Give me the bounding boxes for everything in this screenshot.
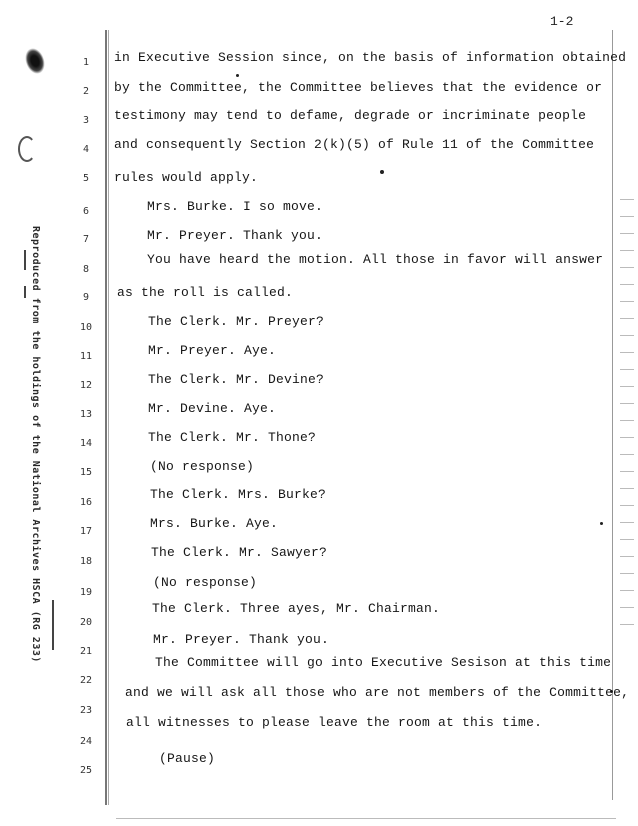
- archive-stamp: Reproduced from the holdings of the National Archives HSCA (RG 233): [30, 226, 41, 663]
- transcript-line: The Clerk. Mrs. Burke?: [150, 487, 327, 502]
- line-number: 3: [82, 115, 90, 126]
- scan-edge-noise: [620, 190, 634, 630]
- line-number: 20: [79, 617, 93, 628]
- line-number: 2: [82, 86, 90, 97]
- line-number: 12: [79, 380, 93, 391]
- line-number: 9: [82, 292, 90, 303]
- line-number: 24: [79, 736, 93, 747]
- transcript-line: by the Committee, the Committee believes that the evidence or: [114, 80, 603, 95]
- transcript-line: Mrs. Burke. Aye.: [150, 516, 279, 531]
- line-number: 4: [82, 144, 90, 155]
- transcript-line: You have heard the motion. All those in favor will answer: [147, 252, 604, 267]
- line-number: 19: [79, 587, 93, 598]
- transcript-line: The Committee will go into Executive Sesison at this time: [155, 655, 612, 670]
- transcript-line: (No response): [150, 459, 255, 474]
- transcript-line: and we will ask all those who are not members of the Committee,: [125, 685, 630, 700]
- line-number: 15: [79, 467, 93, 478]
- line-number: 16: [79, 497, 93, 508]
- line-number: 6: [82, 206, 90, 217]
- transcript-line: Mrs. Burke. I so move.: [147, 199, 324, 214]
- bottom-edge-rule: [116, 818, 616, 819]
- transcript-line: Mr. Preyer. Thank you.: [153, 632, 330, 647]
- line-number: 23: [79, 705, 93, 716]
- transcript-line: The Clerk. Mr. Sawyer?: [151, 545, 328, 560]
- line-number: 5: [82, 173, 90, 184]
- line-number: 10: [79, 322, 93, 333]
- scan-speck: [600, 522, 603, 525]
- transcript-line: The Clerk. Three ayes, Mr. Chairman.: [152, 601, 441, 616]
- line-number: 17: [79, 526, 93, 537]
- line-number: 13: [79, 409, 93, 420]
- transcript-line: testimony may tend to defame, degrade or incriminate people: [114, 108, 587, 123]
- transcript-line: all witnesses to please leave the room at this time.: [126, 715, 543, 730]
- scan-mark: [24, 286, 26, 298]
- transcript-line: Mr. Preyer. Thank you.: [147, 228, 324, 243]
- page-number: 1-2: [550, 14, 574, 29]
- transcript-line: as the roll is called.: [117, 285, 294, 300]
- line-number: 18: [79, 556, 93, 567]
- line-number: 14: [79, 438, 93, 449]
- line-number: 25: [79, 765, 93, 776]
- line-number: 8: [82, 264, 90, 275]
- line-number: 7: [82, 234, 90, 245]
- ink-blot: [22, 46, 48, 77]
- transcript-line: rules would apply.: [114, 170, 259, 185]
- margin-rule-inner: [108, 30, 109, 805]
- transcript-line: (Pause): [159, 751, 216, 766]
- transcript-line: Mr. Preyer. Aye.: [148, 343, 277, 358]
- margin-rule: [105, 30, 107, 805]
- scan-speck: [236, 74, 239, 77]
- line-number: 21: [79, 646, 93, 657]
- punch-hole-mark: [18, 136, 36, 162]
- transcript-line: and consequently Section 2(k)(5) of Rule 11 of the Committee: [114, 137, 595, 152]
- transcript-line: in Executive Session since, on the basis of information obtained: [114, 50, 627, 65]
- scan-mark: [52, 600, 54, 650]
- transcript-line: Mr. Devine. Aye.: [148, 401, 277, 416]
- scan-mark: [24, 250, 26, 270]
- scan-speck: [380, 170, 384, 174]
- transcript-line: The Clerk. Mr. Thone?: [148, 430, 317, 445]
- transcript-line: The Clerk. Mr. Preyer?: [148, 314, 325, 329]
- line-number: 22: [79, 675, 93, 686]
- transcript-line: (No response): [153, 575, 258, 590]
- transcript-line: The Clerk. Mr. Devine?: [148, 372, 325, 387]
- line-number: 11: [79, 351, 93, 362]
- line-number: 1: [82, 57, 90, 68]
